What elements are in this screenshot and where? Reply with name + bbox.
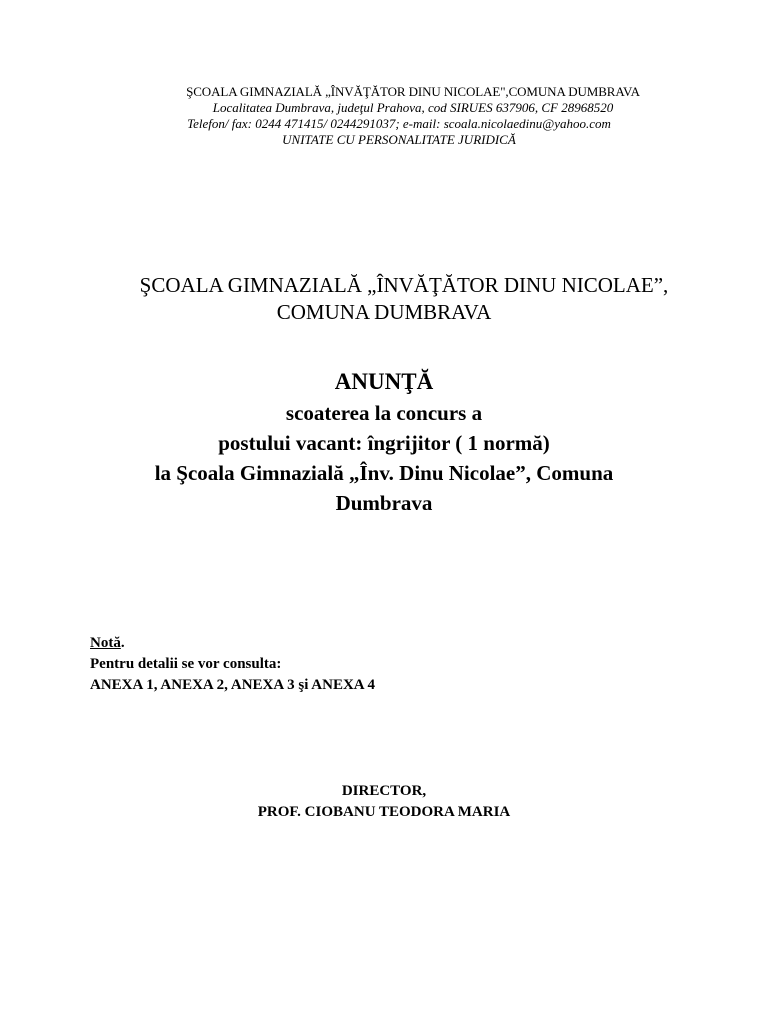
announcement-line-3: la Şcoala Gimnazială „Înv. Dinu Nicolae”, Comuna bbox=[154, 461, 614, 485]
letterhead bbox=[0, 84, 768, 148]
signature-name: PROF. CIOBANU TEODORA MARIA bbox=[257, 804, 511, 820]
letterhead-address: Localitatea Dumbrava, judeţul Prahova, cod SIRUES 637906, CF 28968520 bbox=[212, 100, 614, 115]
note-label-punct: . bbox=[120, 635, 125, 651]
announcement-block bbox=[0, 366, 768, 518]
note-heading bbox=[90, 633, 710, 654]
school-name-block bbox=[0, 272, 768, 326]
letterhead-school-name: ŞCOALA GIMNAZIALĂ „ÎNVĂŢĂTOR DINU NICOLAE",COMUNA DUMBRAVA bbox=[186, 84, 640, 99]
note-line-1: Pentru detalii se vor consulta: bbox=[90, 656, 282, 672]
announcement-line-1: scoaterea la concurs a bbox=[285, 401, 483, 425]
note-label: Notă bbox=[90, 635, 121, 651]
announcement-line-2: postului vacant: îngrijitor ( 1 normă) bbox=[218, 431, 550, 455]
note-block bbox=[90, 633, 710, 696]
announcement-line-4: Dumbrava bbox=[335, 491, 433, 515]
signature-role: DIRECTOR, bbox=[341, 783, 427, 799]
letterhead-legal-status: UNITATE CU PERSONALITATE JURIDICĂ bbox=[282, 132, 516, 147]
signature-block bbox=[0, 781, 768, 823]
school-name-line-1: ŞCOALA GIMNAZIALĂ „ÎNVĂŢĂTOR DINU NICOLAE”, bbox=[139, 273, 669, 297]
announcement-title: ANUNŢĂ bbox=[334, 369, 434, 394]
school-name-line-2: COMUNA DUMBRAVA bbox=[276, 300, 492, 324]
letterhead-contact: Telefon/ fax: 0244 471415/ 0244291037; e-mail: scoala.nicolaedinu@yahoo.com bbox=[187, 116, 611, 131]
note-line-2: ANEXA 1, ANEXA 2, ANEXA 3 şi ANEXA 4 bbox=[90, 677, 376, 693]
